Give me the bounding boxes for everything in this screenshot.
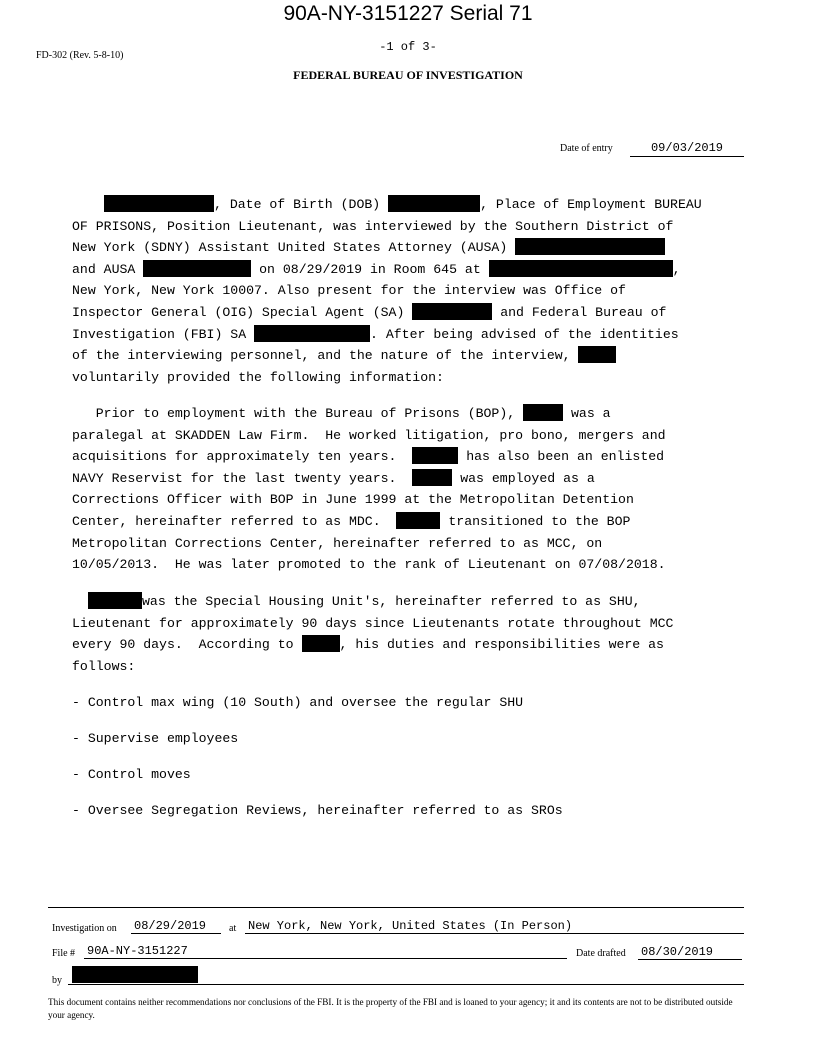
list-item: - Supervise employees [72,731,239,746]
text-segment: and Federal Bureau of [492,304,667,320]
text-segment: Center, hereinafter referred to as MDC. [72,513,397,529]
text-segment: was a [563,406,611,421]
text-line [72,345,744,367]
text-segment: has also been an enlisted [458,449,665,465]
agency-heading: FEDERAL BUREAU OF INVESTIGATION [293,68,523,82]
text-segment: was employed as a [452,470,595,486]
list-item: - Oversee Segregation Reviews, hereinafter referred to as SROs [72,803,563,818]
redaction-block [412,447,458,464]
text-segment: , [672,261,681,277]
text-segment: New York (SDNY) Assistant United States Attorney (AUSA) [72,240,516,256]
list-item: - Control max wing (10 South) and oversee the regular SHU [72,695,524,710]
text-line: voluntarily provided the following information: [72,369,444,385]
page-indicator: -1 of 3- [379,40,437,54]
text-line [72,634,744,656]
text-segment: Inspector General (OIG) Special Agent (SA) [72,304,413,320]
investigation-on-label: Investigation on [52,923,117,934]
text-segment: NAVY Reservist for the last twenty years. [72,470,413,486]
redaction-block [412,469,452,486]
form-number: FD-302 (Rev. 5-8-10) [36,50,124,61]
text-line: follows: [72,658,136,674]
redaction-block [388,195,480,212]
list-item: - Control moves [72,767,191,782]
text-segment: acquisitions for approximately ten years. [72,449,413,465]
text-line: 10/05/2013. He was later promoted to the rank of Lieutenant on 07/08/2018. [72,557,666,573]
text-line [72,324,744,346]
disclaimer-text: This document contains neither recommendations nor conclusions of the FBI. It is the property of the FBI and is loaned to your agency; it and its contents are not to be distributed outside your agency. [48,997,733,1020]
by-label: by [52,975,62,986]
redaction-block [515,238,665,255]
redaction-block [523,404,563,421]
by-field [68,969,744,985]
interview-paragraph-duties [72,591,744,677]
redaction-block [302,635,340,652]
text-segment: . After being advised of the identities [370,326,679,342]
redaction-block [104,195,214,212]
text-segment: and AUSA [72,261,144,277]
text-line: OF PRISONS, Position Lieutenant, was interviewed by the Southern District of [72,218,674,234]
document-serial-title: 90A-NY-3151227 Serial 71 [283,2,533,25]
footer-divider [48,907,744,908]
text-line [72,446,744,468]
text-segment: , Place of Employment BUREAU [480,197,702,212]
text-line [72,591,744,613]
text-segment: Prior to employment with the Bureau of Prisons (BOP), [72,406,524,421]
date-drafted-field: 08/30/2019 [638,944,742,960]
text-line: Lieutenant for approximately 90 days since Lieutenants rotate throughout MCC [72,615,674,631]
text-segment: of the interviewing personnel, and the nature of the interview, [72,348,579,364]
text-line: Metropolitan Corrections Center, hereinafter referred to as MCC, on [72,535,603,551]
interview-paragraph-intro [72,194,744,388]
text-line [72,511,744,533]
text-segment: was the Special Housing Unit's, hereinafter referred to as SHU, [142,594,641,609]
text-line: paralegal at SKADDEN Law Firm. He worked litigation, pro bono, mergers and [72,427,666,443]
text-line: Corrections Officer with BOP in June 1999 at the Metropolitan Detention [72,492,634,508]
file-number-label: File # [52,948,76,959]
text-segment: , Date of Birth (DOB) [214,197,389,212]
text-line [72,468,744,490]
text-segment: on 08/29/2019 in Room 645 at [251,261,489,277]
date-drafted-label: Date drafted [576,948,626,959]
date-of-entry [560,143,744,154]
text-line [72,237,744,259]
text-line [72,259,744,281]
text-line [72,302,744,324]
text-segment: every 90 days. According to [72,637,302,653]
redaction-block [88,592,142,609]
text-line [72,194,744,216]
redaction-block [578,346,616,363]
redaction-block [143,260,251,277]
date-of-entry-label: Date of entry [560,143,613,154]
text-segment: , his duties and responsibilities were as [339,637,664,653]
redaction-block [396,512,440,529]
date-of-entry-value: 09/03/2019 [630,141,744,157]
redaction-block [489,260,673,277]
redaction-block [412,303,492,320]
file-number-field: 90A-NY-3151227 [84,943,567,959]
interview-paragraph-background [72,403,744,576]
location-field: New York, New York, United States (In Person) [245,918,744,934]
redaction-block [72,966,198,983]
investigation-date-field: 08/29/2019 [131,918,221,934]
text-segment: Investigation (FBI) SA [72,326,255,342]
text-segment: transitioned to the BOP [440,513,631,529]
text-line: New York, New York 10007. Also present for the interview was Office of [72,283,626,299]
redaction-block [254,325,370,342]
text-line [72,403,744,425]
at-label: at [229,923,237,934]
